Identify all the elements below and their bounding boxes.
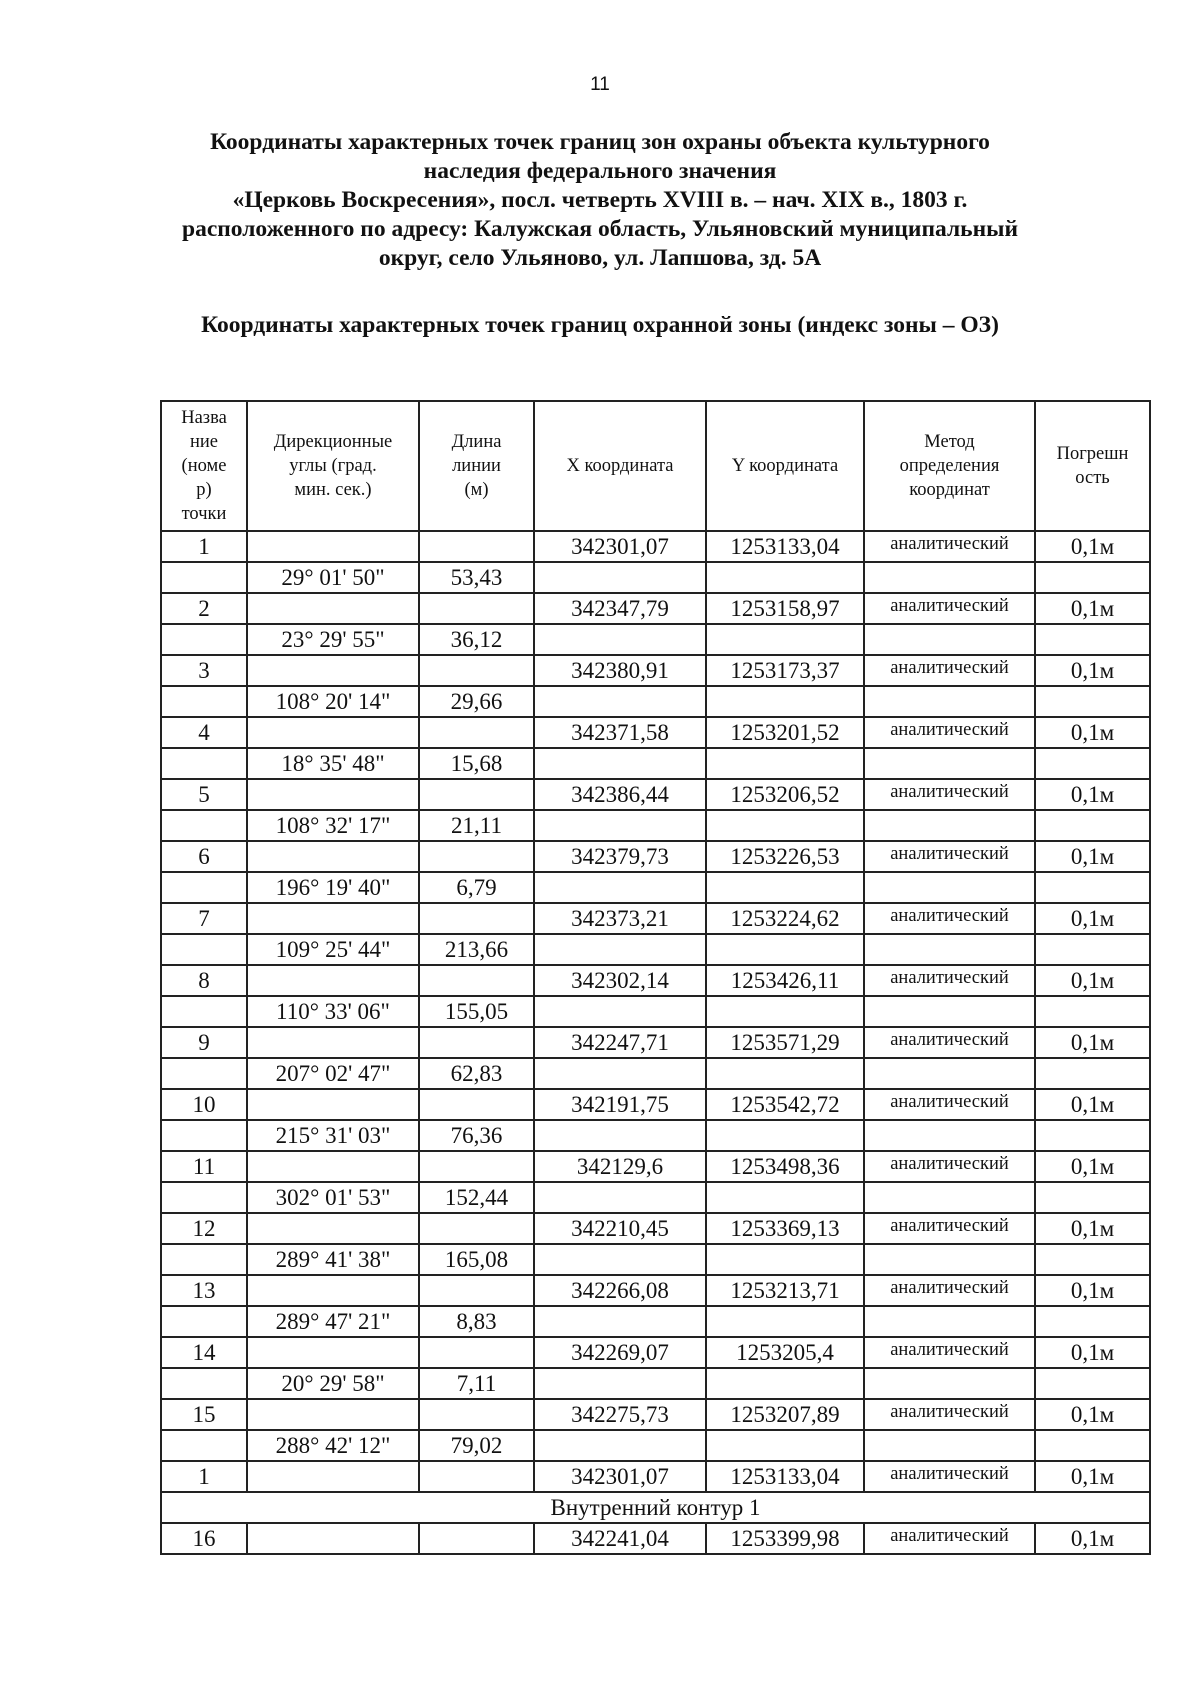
cell-method <box>864 996 1035 1027</box>
cell-length <box>419 1337 534 1368</box>
cell-method <box>864 872 1035 903</box>
cell-y: 1253369,13 <box>706 1213 864 1244</box>
cell-point: 16 <box>161 1523 247 1554</box>
cell-length: 15,68 <box>419 748 534 779</box>
table-row <box>161 655 1150 686</box>
cell-length <box>419 1399 534 1430</box>
cell-error <box>1035 1058 1150 1089</box>
cell-angle: 289° 47' 21" <box>247 1306 419 1337</box>
cell-method <box>864 1120 1035 1151</box>
cell-y <box>706 1430 864 1461</box>
cell-error: 0,1м <box>1035 531 1150 562</box>
cell-y <box>706 624 864 655</box>
cell-method: аналитический <box>864 531 1035 562</box>
cell-angle <box>247 965 419 996</box>
cell-error: 0,1м <box>1035 1337 1150 1368</box>
cell-length <box>419 1275 534 1306</box>
table-row <box>161 996 1150 1027</box>
cell-point: 6 <box>161 841 247 872</box>
table-row <box>161 1244 1150 1275</box>
cell-method <box>864 1058 1035 1089</box>
cell-error <box>1035 1244 1150 1275</box>
cell-angle <box>247 1399 419 1430</box>
cell-angle: 20° 29' 58" <box>247 1368 419 1399</box>
cell-y: 1253207,89 <box>706 1399 864 1430</box>
cell-error: 0,1м <box>1035 965 1150 996</box>
cell-angle <box>247 1461 419 1492</box>
cell-error: 0,1м <box>1035 903 1150 934</box>
table-row <box>161 1523 1150 1554</box>
cell-length <box>419 903 534 934</box>
cell-error: 0,1м <box>1035 1461 1150 1492</box>
cell-x: 342247,71 <box>534 1027 706 1058</box>
cell-x: 342301,07 <box>534 531 706 562</box>
cell-method: аналитический <box>864 1337 1035 1368</box>
cell-y <box>706 1120 864 1151</box>
cell-point <box>161 1306 247 1337</box>
table-row <box>161 1182 1150 1213</box>
cell-x <box>534 810 706 841</box>
cell-angle <box>247 1523 419 1554</box>
cell-y <box>706 748 864 779</box>
table-row <box>161 562 1150 593</box>
title-line-2: наследия федерального значения <box>423 158 777 184</box>
cell-method: аналитический <box>864 593 1035 624</box>
cell-error <box>1035 1182 1150 1213</box>
table-row <box>161 1027 1150 1058</box>
cell-length <box>419 1027 534 1058</box>
table-row <box>161 531 1150 562</box>
table-row <box>161 1430 1150 1461</box>
cell-error: 0,1м <box>1035 655 1150 686</box>
cell-error: 0,1м <box>1035 1089 1150 1120</box>
cell-angle <box>247 1275 419 1306</box>
cell-point: 13 <box>161 1275 247 1306</box>
table-row <box>161 779 1150 810</box>
cell-point: 7 <box>161 903 247 934</box>
section-subtitle: Координаты характерных точек границ охранной зоны (индекс зоны – ОЗ) <box>201 312 999 338</box>
cell-y <box>706 934 864 965</box>
cell-x <box>534 1058 706 1089</box>
cell-error <box>1035 872 1150 903</box>
header-y: Y координата <box>706 401 864 531</box>
table-row <box>161 686 1150 717</box>
cell-error: 0,1м <box>1035 1027 1150 1058</box>
cell-point: 3 <box>161 655 247 686</box>
cell-method: аналитический <box>864 1399 1035 1430</box>
cell-y <box>706 686 864 717</box>
cell-x: 342380,91 <box>534 655 706 686</box>
cell-point <box>161 686 247 717</box>
cell-length <box>419 965 534 996</box>
cell-x: 342275,73 <box>534 1399 706 1430</box>
cell-y: 1253201,52 <box>706 717 864 748</box>
header-x: X координата <box>534 401 706 531</box>
cell-y: 1253205,4 <box>706 1337 864 1368</box>
cell-length: 8,83 <box>419 1306 534 1337</box>
header-method: Метод определения координат <box>864 401 1035 531</box>
cell-y <box>706 1244 864 1275</box>
cell-point <box>161 1244 247 1275</box>
header-error: Погрешн ость <box>1035 401 1150 531</box>
cell-x <box>534 1306 706 1337</box>
title-line-1: Координаты характерных точек границ зон охраны объекта культурного <box>210 129 990 155</box>
cell-method: аналитический <box>864 1275 1035 1306</box>
cell-x <box>534 1120 706 1151</box>
cell-point: 9 <box>161 1027 247 1058</box>
cell-y: 1253542,72 <box>706 1089 864 1120</box>
cell-length: 29,66 <box>419 686 534 717</box>
cell-x <box>534 748 706 779</box>
cell-x <box>534 624 706 655</box>
table-row <box>161 965 1150 996</box>
document-title <box>130 128 1070 273</box>
cell-length <box>419 1523 534 1554</box>
cell-point: 11 <box>161 1151 247 1182</box>
cell-method: аналитический <box>864 1213 1035 1244</box>
coordinates-table <box>160 400 1151 1555</box>
cell-y <box>706 1368 864 1399</box>
table-row <box>161 1306 1150 1337</box>
cell-angle: 29° 01' 50" <box>247 562 419 593</box>
cell-point <box>161 1368 247 1399</box>
cell-length <box>419 779 534 810</box>
cell-method: аналитический <box>864 779 1035 810</box>
cell-length: 152,44 <box>419 1182 534 1213</box>
table-row <box>161 1120 1150 1151</box>
page-number: 11 <box>590 74 610 95</box>
cell-error <box>1035 686 1150 717</box>
cell-x: 342266,08 <box>534 1275 706 1306</box>
cell-length <box>419 841 534 872</box>
cell-length <box>419 1213 534 1244</box>
cell-method <box>864 934 1035 965</box>
cell-error: 0,1м <box>1035 1399 1150 1430</box>
cell-error: 0,1м <box>1035 593 1150 624</box>
cell-method <box>864 1244 1035 1275</box>
title-line-4: расположенного по адресу: Калужская область, Ульяновский муниципальный <box>182 216 1018 242</box>
cell-x: 342373,21 <box>534 903 706 934</box>
cell-point <box>161 1058 247 1089</box>
cell-length <box>419 717 534 748</box>
cell-length: 165,08 <box>419 1244 534 1275</box>
cell-angle <box>247 593 419 624</box>
title-line-5: округ, село Ульяново, ул. Лапшова, зд. 5А <box>378 245 822 271</box>
cell-error <box>1035 1430 1150 1461</box>
cell-y <box>706 1058 864 1089</box>
header-angle: Дирекционные углы (град. мин. сек.) <box>247 401 419 531</box>
cell-length <box>419 531 534 562</box>
cell-point <box>161 810 247 841</box>
cell-angle: 18° 35' 48" <box>247 748 419 779</box>
cell-point <box>161 934 247 965</box>
cell-method <box>864 562 1035 593</box>
cell-angle <box>247 1213 419 1244</box>
cell-point <box>161 996 247 1027</box>
cell-y: 1253498,36 <box>706 1151 864 1182</box>
cell-y <box>706 810 864 841</box>
cell-x: 342302,14 <box>534 965 706 996</box>
cell-method: аналитический <box>864 841 1035 872</box>
cell-length: 36,12 <box>419 624 534 655</box>
cell-y: 1253133,04 <box>706 1461 864 1492</box>
cell-angle: 109° 25' 44" <box>247 934 419 965</box>
cell-length: 53,43 <box>419 562 534 593</box>
cell-angle: 289° 41' 38" <box>247 1244 419 1275</box>
cell-x: 342371,58 <box>534 717 706 748</box>
cell-y: 1253213,71 <box>706 1275 864 1306</box>
cell-point: 10 <box>161 1089 247 1120</box>
cell-length: 21,11 <box>419 810 534 841</box>
cell-method: аналитический <box>864 717 1035 748</box>
cell-error <box>1035 624 1150 655</box>
cell-y <box>706 996 864 1027</box>
cell-length: 6,79 <box>419 872 534 903</box>
cell-length <box>419 1089 534 1120</box>
cell-error <box>1035 748 1150 779</box>
cell-angle <box>247 1337 419 1368</box>
cell-angle <box>247 779 419 810</box>
cell-angle <box>247 1151 419 1182</box>
table-row <box>161 934 1150 965</box>
cell-method: аналитический <box>864 655 1035 686</box>
cell-length: 7,11 <box>419 1368 534 1399</box>
cell-angle: 196° 19' 40" <box>247 872 419 903</box>
cell-y: 1253158,97 <box>706 593 864 624</box>
cell-angle: 108° 32' 17" <box>247 810 419 841</box>
cell-point: 1 <box>161 531 247 562</box>
cell-error <box>1035 1368 1150 1399</box>
cell-point: 5 <box>161 779 247 810</box>
cell-y <box>706 562 864 593</box>
cell-angle: 215° 31' 03" <box>247 1120 419 1151</box>
table-row <box>161 1213 1150 1244</box>
cell-length: 76,36 <box>419 1120 534 1151</box>
cell-method: аналитический <box>864 1027 1035 1058</box>
table-row <box>161 748 1150 779</box>
cell-point: 15 <box>161 1399 247 1430</box>
cell-x: 342191,75 <box>534 1089 706 1120</box>
cell-x <box>534 686 706 717</box>
table-row <box>161 1275 1150 1306</box>
cell-length <box>419 655 534 686</box>
cell-y: 1253173,37 <box>706 655 864 686</box>
cell-point <box>161 872 247 903</box>
cell-x <box>534 1182 706 1213</box>
cell-length: 213,66 <box>419 934 534 965</box>
cell-point <box>161 1120 247 1151</box>
table-row <box>161 593 1150 624</box>
cell-error <box>1035 1120 1150 1151</box>
table-row <box>161 1399 1150 1430</box>
cell-angle <box>247 903 419 934</box>
cell-x: 342269,07 <box>534 1337 706 1368</box>
inner-contour-title: Внутренний контур 1 <box>161 1492 1150 1523</box>
cell-point: 2 <box>161 593 247 624</box>
cell-point <box>161 562 247 593</box>
table-header-row <box>161 401 1150 531</box>
cell-y: 1253224,62 <box>706 903 864 934</box>
cell-method: аналитический <box>864 1461 1035 1492</box>
cell-length <box>419 593 534 624</box>
cell-x <box>534 934 706 965</box>
header-point: Назва ние (номе р) точки <box>161 401 247 531</box>
cell-y: 1253206,52 <box>706 779 864 810</box>
table-body <box>161 531 1150 1554</box>
cell-point: 12 <box>161 1213 247 1244</box>
table-row <box>161 903 1150 934</box>
cell-error: 0,1м <box>1035 1275 1150 1306</box>
cell-x <box>534 872 706 903</box>
cell-point: 4 <box>161 717 247 748</box>
cell-method <box>864 1306 1035 1337</box>
cell-point: 8 <box>161 965 247 996</box>
cell-method: аналитический <box>864 903 1035 934</box>
cell-point <box>161 1182 247 1213</box>
cell-y: 1253226,53 <box>706 841 864 872</box>
cell-point: 14 <box>161 1337 247 1368</box>
cell-error <box>1035 562 1150 593</box>
table-row <box>161 1058 1150 1089</box>
cell-x: 342129,6 <box>534 1151 706 1182</box>
cell-x: 342210,45 <box>534 1213 706 1244</box>
cell-y: 1253571,29 <box>706 1027 864 1058</box>
cell-x: 342379,73 <box>534 841 706 872</box>
cell-angle: 302° 01' 53" <box>247 1182 419 1213</box>
cell-method: аналитический <box>864 1523 1035 1554</box>
cell-method <box>864 1182 1035 1213</box>
cell-angle: 108° 20' 14" <box>247 686 419 717</box>
table-row <box>161 1461 1150 1492</box>
cell-method: аналитический <box>864 1151 1035 1182</box>
cell-y: 1253133,04 <box>706 531 864 562</box>
cell-x <box>534 996 706 1027</box>
table-row <box>161 1368 1150 1399</box>
table-row <box>161 810 1150 841</box>
cell-point <box>161 624 247 655</box>
cell-error <box>1035 934 1150 965</box>
title-line-3: «Церковь Воскресения», посл. четверть XVIII в. – нач. XIX в., 1803 г. <box>232 187 968 213</box>
cell-angle <box>247 1027 419 1058</box>
cell-x: 342347,79 <box>534 593 706 624</box>
cell-method <box>864 686 1035 717</box>
table-row <box>161 841 1150 872</box>
cell-point <box>161 748 247 779</box>
cell-method <box>864 810 1035 841</box>
cell-y: 1253399,98 <box>706 1523 864 1554</box>
cell-length: 79,02 <box>419 1430 534 1461</box>
cell-x <box>534 1368 706 1399</box>
cell-method: аналитический <box>864 965 1035 996</box>
cell-x <box>534 562 706 593</box>
cell-angle: 110° 33' 06" <box>247 996 419 1027</box>
cell-y <box>706 1182 864 1213</box>
cell-method <box>864 748 1035 779</box>
cell-error: 0,1м <box>1035 1151 1150 1182</box>
cell-angle <box>247 655 419 686</box>
table-row <box>161 1337 1150 1368</box>
cell-length: 62,83 <box>419 1058 534 1089</box>
cell-error: 0,1м <box>1035 841 1150 872</box>
cell-error: 0,1м <box>1035 779 1150 810</box>
cell-method: аналитический <box>864 1089 1035 1120</box>
cell-x: 342301,07 <box>534 1461 706 1492</box>
cell-error <box>1035 1306 1150 1337</box>
cell-length: 155,05 <box>419 996 534 1027</box>
cell-method <box>864 1368 1035 1399</box>
cell-method <box>864 1430 1035 1461</box>
cell-y <box>706 872 864 903</box>
cell-angle: 288° 42' 12" <box>247 1430 419 1461</box>
cell-length <box>419 1461 534 1492</box>
inner-contour-row <box>161 1492 1150 1523</box>
header-length: Длина линии (м) <box>419 401 534 531</box>
cell-angle <box>247 841 419 872</box>
cell-angle <box>247 1089 419 1120</box>
cell-angle: 23° 29' 55" <box>247 624 419 655</box>
cell-error <box>1035 996 1150 1027</box>
cell-x <box>534 1430 706 1461</box>
cell-y <box>706 1306 864 1337</box>
cell-angle <box>247 531 419 562</box>
table-row <box>161 1089 1150 1120</box>
cell-length <box>419 1151 534 1182</box>
cell-angle: 207° 02' 47" <box>247 1058 419 1089</box>
cell-error: 0,1м <box>1035 1213 1150 1244</box>
cell-x <box>534 1244 706 1275</box>
table-row <box>161 717 1150 748</box>
cell-method <box>864 624 1035 655</box>
table-row <box>161 1151 1150 1182</box>
cell-point <box>161 1430 247 1461</box>
cell-x: 342386,44 <box>534 779 706 810</box>
cell-error: 0,1м <box>1035 717 1150 748</box>
table-row <box>161 872 1150 903</box>
cell-angle <box>247 717 419 748</box>
cell-x: 342241,04 <box>534 1523 706 1554</box>
table-row <box>161 624 1150 655</box>
cell-error <box>1035 810 1150 841</box>
cell-y: 1253426,11 <box>706 965 864 996</box>
cell-error: 0,1м <box>1035 1523 1150 1554</box>
cell-point: 1 <box>161 1461 247 1492</box>
